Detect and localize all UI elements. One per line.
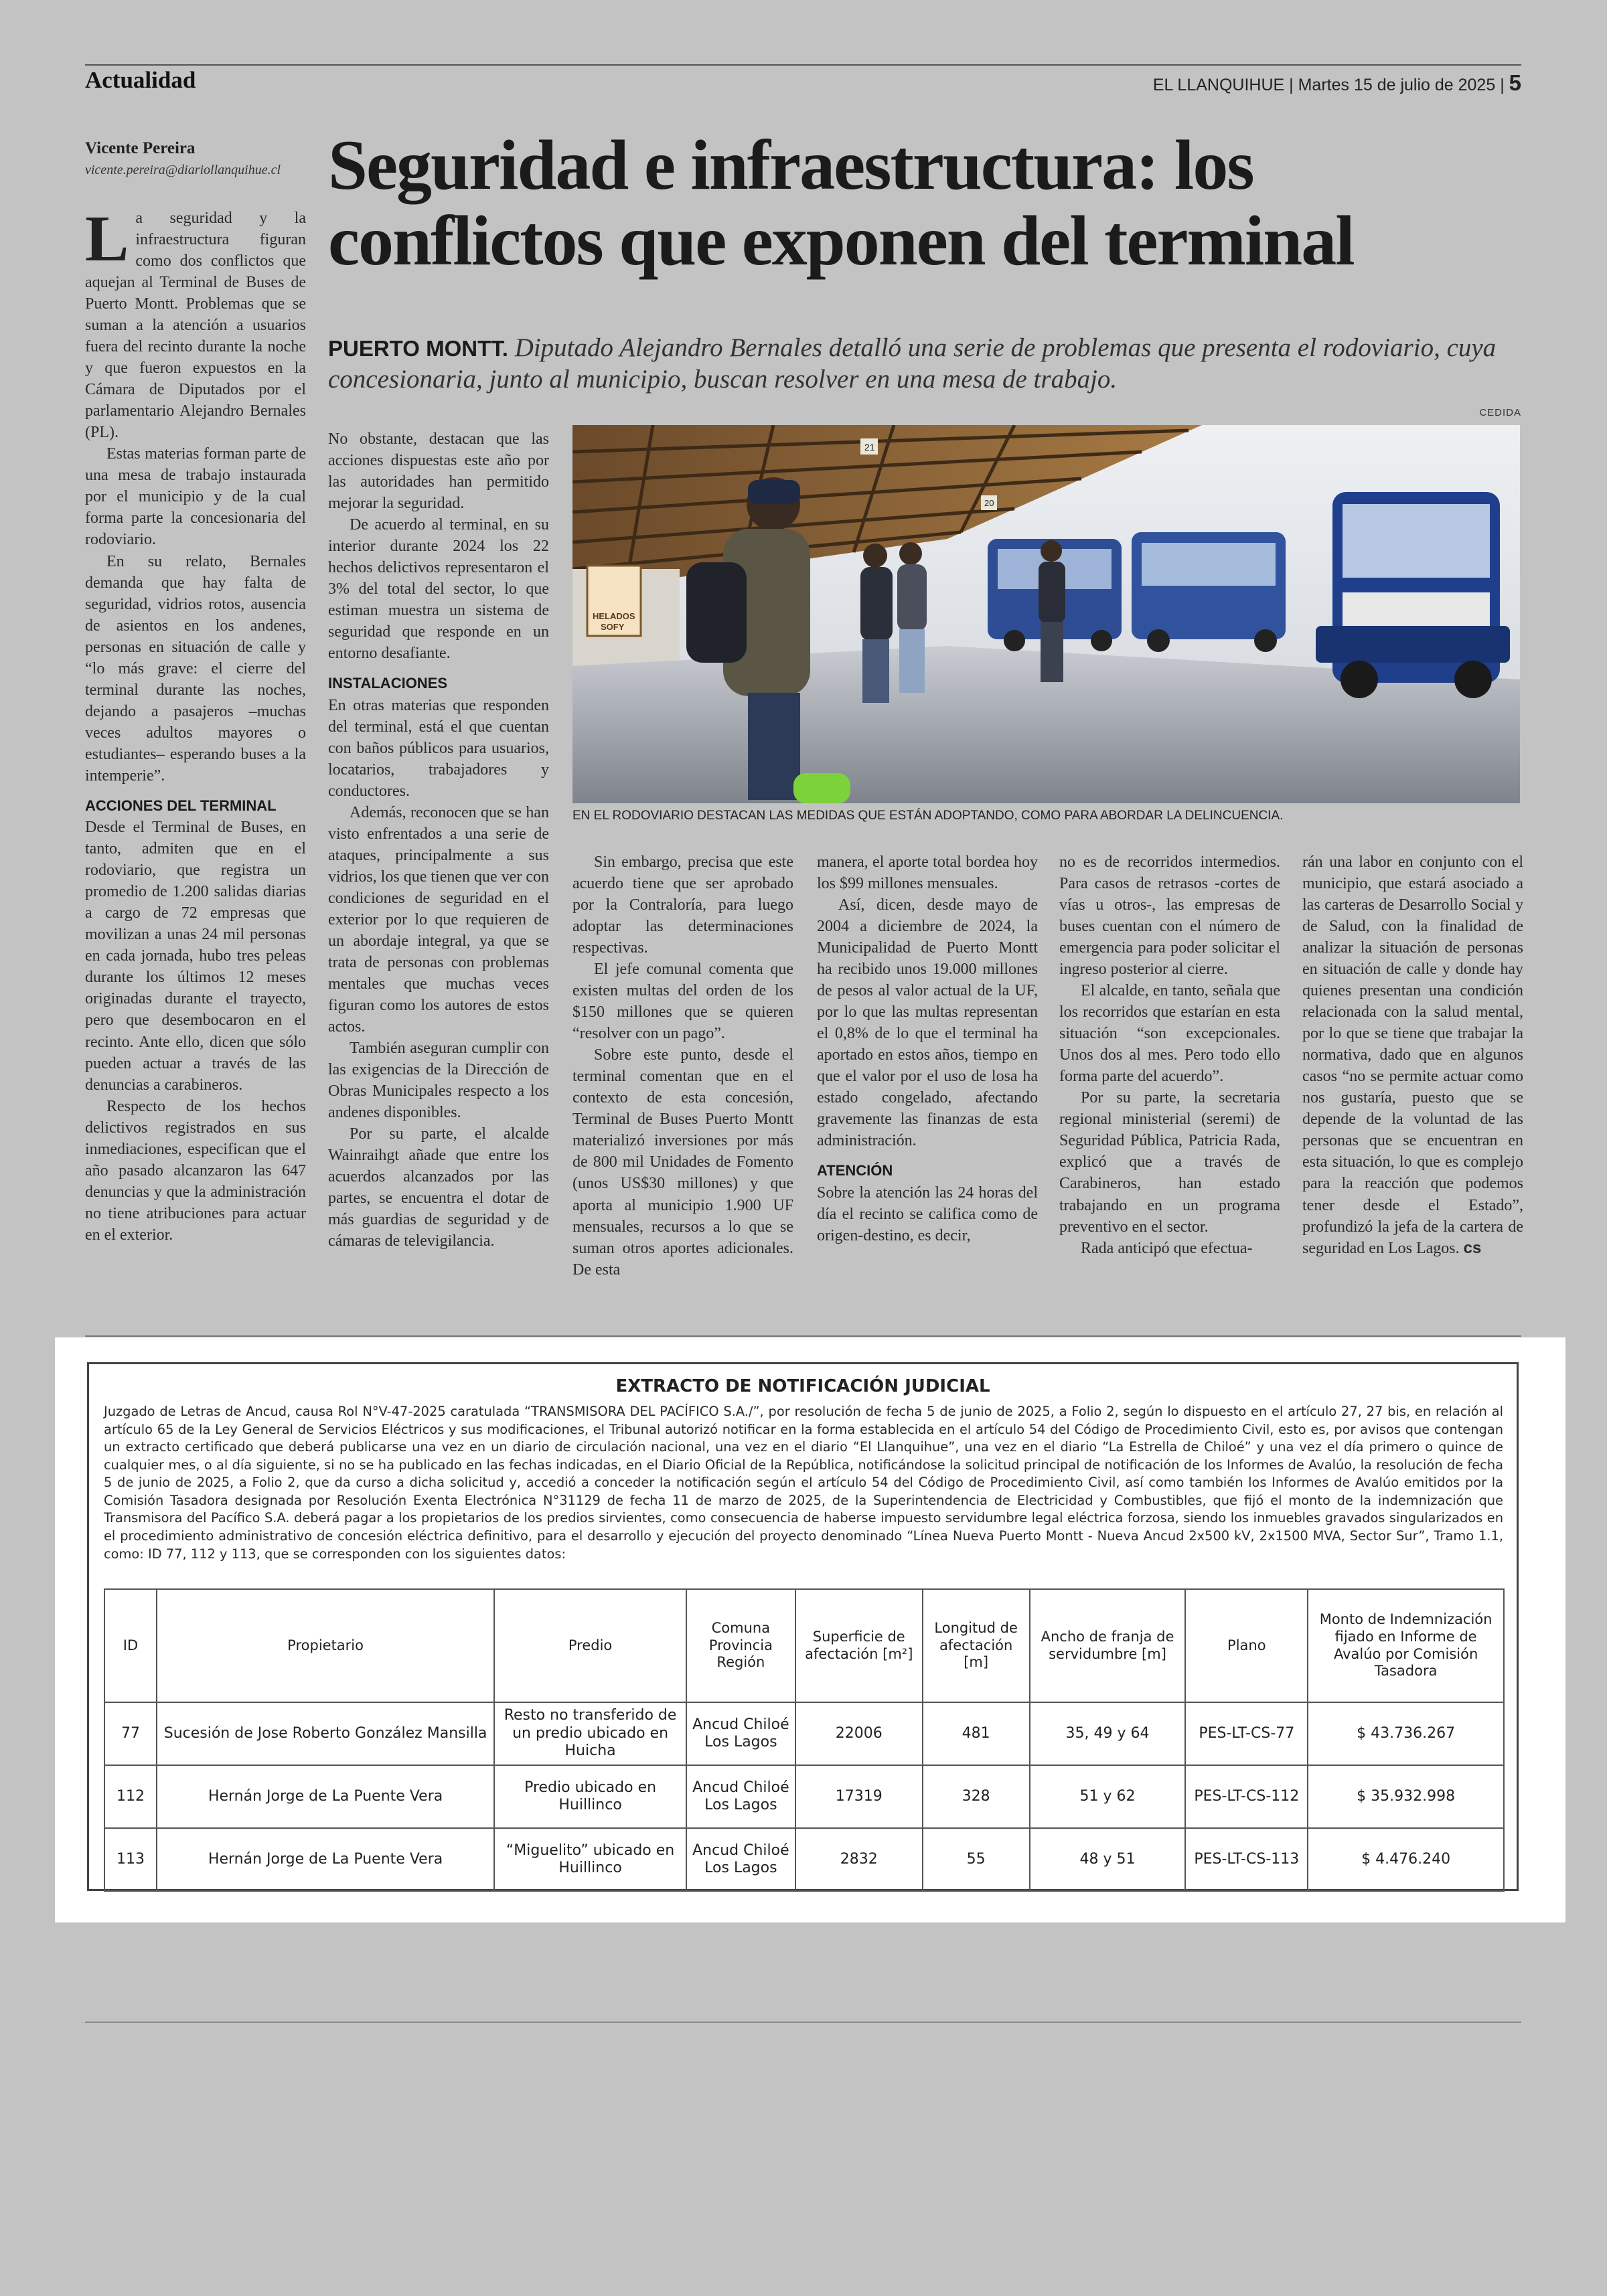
table-cell: Ancud Chiloé Los Lagos [686, 1702, 795, 1765]
article-column-2 [328, 428, 549, 1252]
table-cell: PES-LT-CS-77 [1185, 1702, 1308, 1765]
column-header: Ancho de franja de servidumbre [m] [1030, 1589, 1186, 1702]
author-email[interactable]: vicente.pereira@diariollanquihue.cl [85, 163, 281, 177]
article-column-1 [85, 203, 306, 1246]
judicial-notice [87, 1362, 1519, 1891]
terminal-photo [572, 425, 1520, 803]
column-header: Predio [494, 1589, 686, 1702]
paragraph: En su relato, Bernales demanda que hay falta de seguridad, vidrios rotos, ausencia de asientos en los andenes, personas en situación de calle y “lo más grave: el cierre del terminal durante las noches, dejando a pasajeros –muchas veces adultos mayores o estudiantes– esperando buses a la intemperie”. [85, 552, 306, 785]
article-column-3 [572, 851, 793, 1281]
table-cell: 328 [923, 1765, 1030, 1828]
column-header: Propietario [157, 1589, 494, 1702]
paragraph: Respecto de los hechos delictivos registrados en sus inmediaciones, especifican que el año pasado alcanzaron las 647 denuncias y que la administración no tiene atribuciones para actuar en el exterior. [85, 1097, 306, 1244]
author-name: Vicente Pereira [85, 139, 196, 157]
table-cell: 113 [104, 1828, 157, 1891]
table-cell: Ancud Chiloé Los Lagos [686, 1828, 795, 1891]
subheading: ATENCIÓN [817, 1162, 893, 1179]
paragraph: rán una labor en conjunto con el municipio, que estará asociado a las carteras de Desarrollo Social y de Salud, con la finalidad de analizar la situación de personas en situación de calle y donde hay quienes presentan una condición relacionada con la salud mental, por lo que se tiene que trabajar la normativa, dado que en algunos casos “no se permite actuar como nos gustaría, puesto que se depende de la voluntad de las personas que se encuentran en esta situación, lo que es complejo para la reacción que podemos tener desde el Estado”, profundizó la jefa de la cartera de seguridad en Los Lagos. cs [1302, 853, 1523, 1257]
table-cell: 112 [104, 1765, 157, 1828]
deck [328, 333, 1500, 396]
table-cell: 2832 [795, 1828, 923, 1891]
table-header-row [104, 1589, 1504, 1702]
table-cell: PES-LT-CS-113 [1185, 1828, 1308, 1891]
table-cell: 22006 [795, 1702, 923, 1765]
table-row [104, 1828, 1504, 1891]
drop-cap: L [85, 203, 129, 275]
deck-text: Diputado Alejandro Bernales detalló una serie de problemas que presenta el rodoviario, cuya concesionaria, junto al municipio, buscan resolver en una mesa de trabajo. [328, 333, 1497, 394]
table-cell: “Miguelito” ubicado en Huillinco [494, 1828, 686, 1891]
paragraph: no es de recorridos intermedios. Para casos de retrasos -cortes de vías u otros-, las empresas de buses cuentan con el número de emergencia para poder solicitar el ingreso posterior al cierre. [1059, 853, 1280, 979]
subheading: INSTALACIONES [328, 675, 448, 692]
headline: Seguridad e infraestructura: los conflictos que exponen del terminal [328, 126, 1354, 280]
table-cell: 51 y 62 [1030, 1765, 1186, 1828]
notice-table [104, 1588, 1505, 1892]
paragraph: Sobre la atención las 24 horas del día el recinto se califica como de origen-destino, es decir, [817, 1183, 1038, 1244]
paragraph: Por su parte, el alcalde Wainraihgt añade que entre los acuerdos alcanzados por las partes, se encuentra el dotar de más guardias de seguridad y de cámaras de televigilancia. [328, 1125, 549, 1250]
bus-icon [1132, 532, 1286, 652]
article-end-rule [85, 1335, 1521, 1337]
article-column-6 [1302, 851, 1523, 1259]
table-cell: Sucesión de Jose Roberto González Mansilla [157, 1702, 494, 1765]
header-rule [85, 64, 1521, 66]
table-cell: $ 35.932.998 [1308, 1765, 1504, 1828]
paragraph: Además, reconocen que se han visto enfrentados a una serie de ataques, principalmente a sus vidrios, los que tienen que ver con condiciones de seguridad en el exterior por lo que requieren de un abordaje integral, ya que se trata de personas con problemas mentales que muchas veces figuran como los autores de estos actos. [328, 803, 549, 1036]
table-cell: 481 [923, 1702, 1030, 1765]
table-cell: 17319 [795, 1765, 923, 1828]
paragraph: Así, dicen, desde mayo de 2004 a diciembre de 2024, la Municipalidad de Puerto Montt ha recibido unos 19.000 millones de pesos al valor actual de la UF, por lo que las multas representan el 0,8% de lo que el terminal ha aportado en estos años, tiempo en que el valor por el uso de losa ha estado congelado, afectando gravemente las finanzas de esta administración. [817, 896, 1038, 1150]
column-header: Longitud de afectación [m] [923, 1589, 1030, 1702]
paragraph: Sin embargo, precisa que este acuerdo tiene que ser aprobado por la Contraloría, para luego adoptar las determinaciones respectivas. [572, 853, 793, 957]
column-header: Plano [1185, 1589, 1308, 1702]
table-cell: PES-LT-CS-112 [1185, 1765, 1308, 1828]
table-cell: 77 [104, 1702, 157, 1765]
table-cell: 35, 49 y 64 [1030, 1702, 1186, 1765]
table-cell: $ 43.736.267 [1308, 1702, 1504, 1765]
article-column-5 [1059, 851, 1280, 1259]
page-number: 5 [1509, 70, 1521, 95]
paragraph: No obstante, destacan que las acciones dispuestas este año por las autoridades han permitido mejorar la seguridad. [328, 430, 549, 513]
terminal-photo-illustration [572, 425, 1520, 803]
column-header: Superficie de afectación [m²] [795, 1589, 923, 1702]
paragraph: También aseguran cumplir con las exigencias de la Dirección de Obras Municipales respecto a los andenes disponibles. [328, 1040, 549, 1122]
subheading: ACCIONES DEL TERMINAL [85, 797, 277, 814]
page-bottom-rule [85, 2022, 1521, 2023]
section-label: Actualidad [85, 67, 196, 93]
platform-number: 21 [864, 442, 875, 453]
table-cell: Ancud Chiloé Los Lagos [686, 1765, 795, 1828]
paragraph: La seguridad y la infraestructura figuran como dos conflictos que aquejan al Terminal de Buses de Puerto Montt. Problemas que se suman a la atención a usuarios fuera del recinto durante la noche y que fueron expuestos en la Cámara de Diputados por el parlamentario Alejandro Bernales (PL). [85, 203, 306, 442]
paragraph: De acuerdo al terminal, en su interior durante 2024 los 22 hechos delictivos representaron el 3% del total del sector, lo que estiman muestra un sistema de seguridad que responde en un entorno desafiante. [328, 516, 549, 663]
table-cell: $ 4.476.240 [1308, 1828, 1504, 1891]
end-mark-icon: cs [1463, 1238, 1482, 1257]
paragraph: Estas materias forman parte de una mesa de trabajo instaurada por el municipio y de la cual forma parte la concesionaria del rodoviario. [85, 445, 306, 549]
paragraph: manera, el aporte total bordea hoy los $99 millones mensuales. [817, 853, 1038, 893]
issue-date: Martes 15 de julio de 2025 [1298, 76, 1496, 94]
column-header: ID [104, 1589, 157, 1702]
paragraph: Por su parte, la secretaria regional ministerial (seremi) de Seguridad Pública, Patricia Rada, explicó que a través de Carabineros, han estado trabajando en un programa preventivo en el sector. [1059, 1089, 1280, 1236]
paragraph: Sobre este punto, desde el terminal comentan que en el contexto de esta concesión, Terminal de Buses Puerto Montt materializó inversiones por más de 800 mil Unidades de Fomento (unos US$30 millones) y que aporta al municipio 1.900 UF mensuales, recursos a lo que se suman otros aportes adicionales. De esta [572, 1046, 793, 1279]
article-column-4 [817, 851, 1038, 1246]
paragraph: Desde el Terminal de Buses, en tanto, admiten que en el rodoviario, que registra un promedio de 1.200 salidas diarias a cargo de 72 empresas que movilizan a unas 24 mil personas en cada jornada, hubo tres peleas durante los últimos 12 meses originadas durante el trayecto, pero que desembocaron en el recinto. Ante ello, dicen que sólo pueden actuar a través de las denuncias a carabineros. [85, 819, 306, 1094]
column-header: Monto de Indemnización fijado en Informe de Avalúo por Comisión Tasadora [1308, 1589, 1504, 1702]
table-cell: Hernán Jorge de La Puente Vera [157, 1765, 494, 1828]
table-cell: 55 [923, 1828, 1030, 1891]
paragraph: En otras materias que responden del terminal, está el que cuentan con baños públicos para usuarios, locatarios, trabajadores y conductores. [328, 696, 549, 800]
photo-caption: EN EL RODOVIARIO DESTACAN LAS MEDIDAS QUE ESTÁN ADOPTANDO, COMO PARA ABORDAR LA DELINCUENCIA. [572, 809, 1284, 823]
kiosk-sign: SOFY [601, 622, 625, 632]
table-row [104, 1702, 1504, 1765]
table-row [104, 1765, 1504, 1828]
platform-number: 20 [984, 498, 994, 508]
paragraph: Rada anticipó que efectua- [1081, 1239, 1253, 1257]
column-header: Comuna Provincia Región [686, 1589, 795, 1702]
table-cell: Hernán Jorge de La Puente Vera [157, 1828, 494, 1891]
paragraph: El jefe comunal comenta que existen multas del orden de los $150 millones que se quieren “resolver con un pago”. [572, 961, 793, 1043]
table-cell: Predio ubicado en Huillinco [494, 1765, 686, 1828]
notice-body: Juzgado de Letras de Ancud, causa Rol N°V-47-2025 caratulada “TRANSMISORA DEL PACÍFICO S.A./”, por resolución de fecha 5 de junio de 2025, a Folio 2, según lo dispuesto en el artículo 27, 27 bis, en relación al artículo 65 de la Ley General de Servicios Eléctricos y sus modificaciones, el Tribunal autorizó notificar en la forma establecida en el artículo 54 del Código de Procedimiento Civil, esto es, por avisos que contengan un extracto certificado que deberá publicarse una vez en un diario de circulación nacional, una vez en el diario “El Llanquihue”, una vez en el diario “La Estrella de Chiloé” y una vez el día primero o quince de cualquier mes, o al día siguiente, si no se ha publicado en las fechas indicadas, en el Diario Oficial de la República, notificándose la solicitud principal de notificación de los Informes de Avalúo, la resolución de fecha 5 de junio de 2025, a Folio 2, que da curso a dicha solicitud y, accedió a conceder la notificación según el artículo 54 del Código de Procedimiento Civil, así como también los Informes de Avalúo emitidos por la Comisión Tasadora designada por Resolución Exenta Electrónica N°31129 de fecha 11 de marzo de 2025, de la Superintendencia de Electricidad y Combustibles, que fijó el monto de la indemnización que Transmisora del Pacífico S.A. deberá pagar a los propietarios de los predios sirvientes, como consecuencia de haberse impuesto servidumbre legal eléctrica forzosa, siendo los inmuebles gravados singularizados en el procedimiento administrativo de concesión eléctrica definitivo, para el desarrollo y ejecución del proyecto denominado “Línea Nueva Puerto Montt - Nueva Ancud 2x500 kV, 2x1500 MVA, Sector Sur”, Tramo 1.1, como: ID 77, 112 y 113, que se corresponden con los siguientes datos: [104, 1404, 1503, 1562]
paper-info: EL LLANQUIHUE | Martes 15 de julio de 2025 | 5 [1152, 70, 1521, 95]
table-cell: Resto no transferido de un predio ubicado en Huicha [494, 1702, 686, 1765]
photo-credit: CEDIDA [1479, 407, 1521, 418]
deck-kicker: PUERTO MONTT. [328, 336, 508, 361]
notice-title: EXTRACTO DE NOTIFICACIÓN JUDICIAL [615, 1376, 990, 1396]
table-cell: 48 y 51 [1030, 1828, 1186, 1891]
kiosk-sign: HELADOS [593, 611, 635, 621]
bus-icon [1316, 492, 1510, 698]
paragraph: El alcalde, en tanto, señala que los recorridos que estarían en esta situación “son excepcionales. Unos dos al mes. Pero todo ello forma parte del acuerdo”. [1059, 982, 1280, 1086]
paper-name: EL LLANQUIHUE [1152, 76, 1285, 94]
